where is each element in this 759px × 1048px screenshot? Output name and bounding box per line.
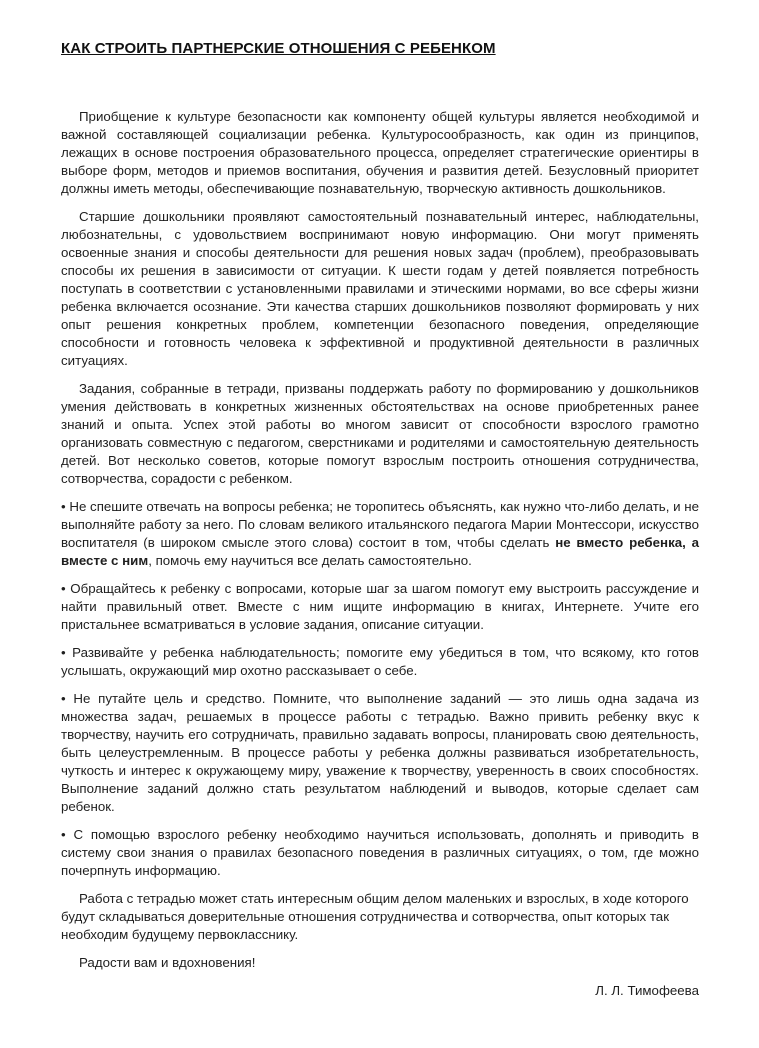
author-signature: Л. Л. Тимофеева [595, 983, 699, 998]
paragraph-preschoolers: Старшие дошкольники проявляют самостоятельный познавательный интерес, наблюдательны, любознательны, с удовольствием воспринимают новую информацию. Они могут применять освоенные знания и способы деятельности для решения новых задач (проблем), преобразовывать способы их решения в зависимости от ситуации. К шести годам у детей появляется потребность поступать в соответствии с установленными правилами и этическими нормами, во все сферы жизни ребенка включается осознание. Эти качества старших дошкольников позволяют формировать у них опыт решения конкретных проблем, компетенции безопасного поведения, определяющие способности и готовность человека к эффективной и продуктивной деятельности в различных ситуациях. [61, 209, 699, 368]
paragraph-wish: Радости вам и вдохновения! [79, 955, 256, 970]
bullet-marker: • [61, 827, 66, 842]
bullet-2-text: Обращайтесь к ребенку с вопросами, которые шаг за шагом помогут ему выстроить рассуждение и найти правильный ответ. Вместе с ним ищите информацию в книгах, Интернете. Учите его пристальнее всматриваться в условие задания, описание ситуации. [61, 581, 699, 632]
document-body [61, 108, 699, 1000]
bullet-1-text-start: Не спешите отвечать на вопросы ребенка; не торопитесь объяснять, как нужно что-либо делать, и не выполняйте работу за него. По словам великого итальянского педагога Марии Монтессори, искусство воспитателя (в широком смысле этого слова) состоит в том, чтобы сделать [61, 499, 699, 550]
bullet-marker: • [61, 581, 66, 596]
bullet-1-text-end: , помочь ему научиться все делать самостоятельно. [148, 553, 472, 568]
bullet-4-text: Не путайте цель и средство. Помните, что выполнение заданий — это лишь одна задача из множества задач, решаемых в процессе работы с тетрадью. Важно привить ребенку вкус к творчеству, научить его сотрудничать, правильно задавать вопросы, планировать свою деятельность, быть целеустремленным. В процессе работы у ребенка должны развиваться изобретательность, чуткость и интерес к окружающему миру, уважение к творчеству, уверенность в своих способностях. Выполнение заданий должно стать результатом наблюдений и выводов, которые сделает сам ребенок. [61, 691, 699, 814]
bullet-item-5 [61, 826, 699, 880]
paragraph-intro: Приобщение к культуре безопасности как компоненту общей культуры является необходимой и важной составляющей социализации ребенка. Культуросообразность, как один из принципов, лежащих в основе построения образовательного процесса, определяет стратегические ориентиры в выборе форм, методов и приемов воспитания, обучения и развития детей. Безусловный приоритет должны иметь методы, обеспечивающие познавательную, творческую активность дошкольников. [61, 109, 699, 196]
bullet-item-1 [61, 498, 699, 570]
paragraph-tasks: Задания, собранные в тетради, призваны поддержать работу по формированию у дошкольников умения действовать в конкретных жизненных обстоятельствах на основе приобретенных ранее знаний и опыта. Успех этой работы во многом зависит от способности взрослого грамотно организовать совместную с педагогом, сверстниками и родителями и самостоятельную деятельность детей. Вот несколько советов, которые помогут взрослым построить отношения сотрудничества, сотворчества, сорадости с ребенком. [61, 381, 699, 486]
bullet-item-3 [61, 644, 699, 680]
bullet-marker: • [61, 499, 66, 514]
bullet-1-emphasis: не вместо ребенка, а вместе с ним [61, 535, 699, 568]
bullet-marker: • [61, 645, 66, 660]
bullet-3-text: Развивайте у ребенка наблюдательность; помогите ему убедиться в том, что всякому, кто готов услышать, окружающий мир охотно рассказывает о себе. [61, 645, 699, 678]
bullet-item-2 [61, 580, 699, 634]
bullet-marker: • [61, 691, 66, 706]
bullet-5-text: С помощью взрослого ребенку необходимо научиться использовать, дополнять и приводить в систему свои знания о правилах безопасного поведения в различных ситуациях, о том, где можно почерпнуть информацию. [61, 827, 699, 878]
page-title: КАК СТРОИТЬ ПАРТНЕРСКИЕ ОТНОШЕНИЯ С РЕБЕНКОМ [61, 40, 496, 57]
paragraph-closing: Работа с тетрадью может стать интересным общим делом маленьких и взрослых, в ходе которого будут складываться доверительные отношения сотрудничества и сотворчества, опыт которых так необходим будущему первокласснику. [61, 891, 689, 942]
bullet-item-4 [61, 690, 699, 816]
